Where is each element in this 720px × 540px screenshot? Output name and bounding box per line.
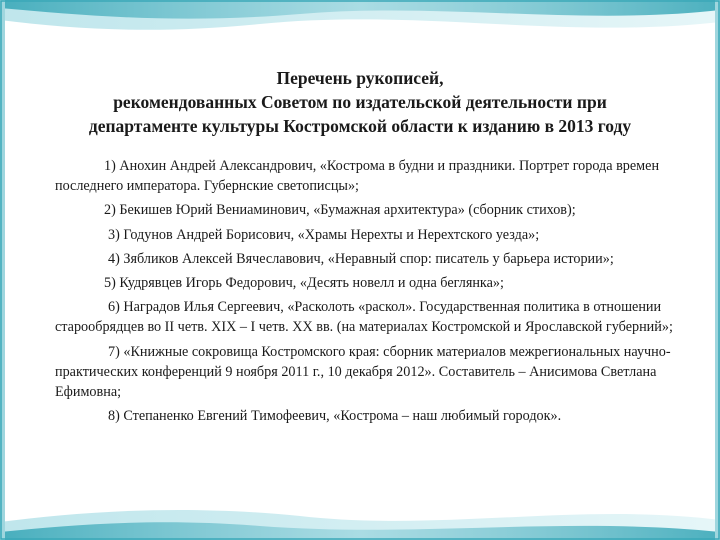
title-line-3: департаменте культуры Костромской области к изданию в 2013 году	[88, 116, 632, 136]
list-item: 2) Бекишев Юрий Вениаминович, «Бумажная архитектура» (сборник стихов);	[104, 202, 576, 219]
list-item: 1) Анохин Андрей Александрович, «Кострома в будни и праздники. Портрет города времен последнего императора. Губернские светописцы»;	[55, 158, 660, 195]
list-item: 6) Наградов Илья Сергеевич, «Расколоть «раскол». Государственная политика в отношении старообрядцев во II четв. XIX – I четв. XX вв. (на материалах Костромской и Ярославской губерний»;	[55, 299, 673, 336]
slide-title	[40, 66, 680, 138]
manuscript-list	[55, 156, 685, 430]
list-item: 4) Зябликов Алексей Вячеславович, «Неравный спор: писатель у барьера истории»;	[108, 250, 614, 267]
list-item: 8) Степаненко Евгений Тимофеевич, «Кострома – наш любимый городок».	[108, 408, 562, 425]
title-line-2: рекомендованных Советом по издательской деятельности при	[113, 92, 607, 112]
list-item: 3) Годунов Андрей Борисович, «Храмы Нерехты и Нерехтского уезда»;	[108, 226, 540, 243]
list-item: 5) Кудрявцев Игорь Федорович, «Десять новелл и одна беглянка»;	[104, 275, 504, 292]
title-line-1: Перечень рукописей,	[276, 68, 444, 88]
list-item: 7) «Книжные сокровища Костромского края: сборник материалов межрегиональных научно-практических конференций 9 ноября 2011 г., 10 декабря 2012». Составитель – Анисимова Светлана Ефимовна;	[55, 343, 671, 401]
